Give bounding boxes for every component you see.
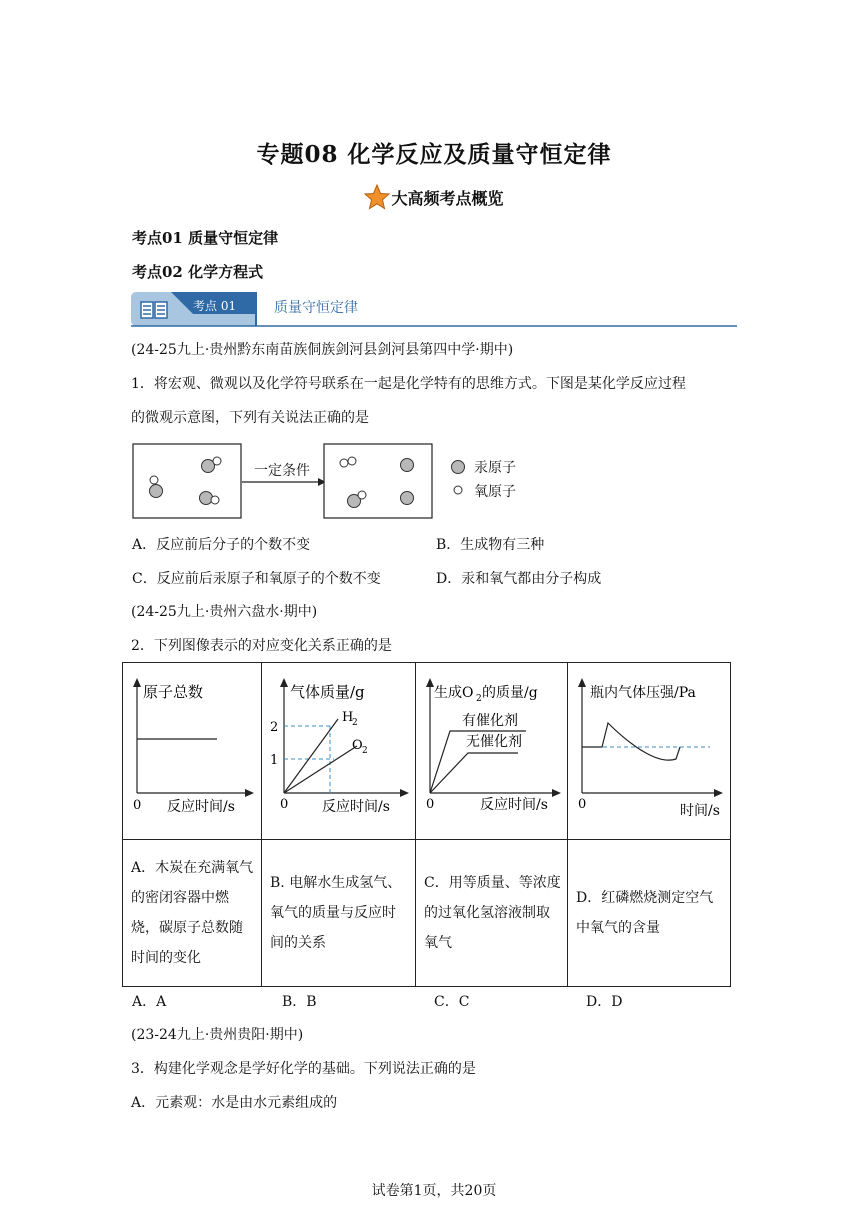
graph-c-cell (416, 663, 568, 840)
graph-a-cell (123, 663, 262, 840)
q2-option-a: A．A (132, 994, 167, 1010)
caption-a: A．木炭在充满氧气的密闭容器中燃烧，碳原子总数随时间的变化 (123, 840, 262, 987)
svg-text:时间/s: 时间/s (680, 803, 720, 819)
svg-text:0: 0 (280, 797, 289, 812)
svg-text:汞原子: 汞原子 (474, 460, 516, 476)
svg-text:1: 1 (270, 753, 279, 768)
overview-text: 大高频考点概览 (391, 189, 504, 208)
banner-tag: 考点 01 (193, 299, 237, 313)
q1-stem-2: 的微观示意图，下列有关说法正确的是 (131, 410, 369, 426)
svg-text:0: 0 (578, 797, 587, 812)
q3-source: (23-24九上·贵州贵阳·期中) (131, 1027, 304, 1043)
svg-text:的质量/g: 的质量/g (482, 685, 538, 701)
q1-option-c: C．反应前后汞原子和氧原子的个数不变 (132, 571, 381, 587)
caption-d: D．红磷燃烧测定空气中氧气的含量 (568, 840, 731, 987)
q2-option-d: D．D (586, 994, 623, 1010)
graph-d (568, 663, 730, 835)
graph-b (262, 663, 415, 835)
svg-text:无催化剂: 无催化剂 (466, 734, 522, 750)
q1-option-a: A．反应前后分子的个数不变 (132, 537, 311, 553)
svg-text:瓶内气体压强/Pa: 瓶内气体压强/Pa (590, 685, 696, 701)
svg-text:原子总数: 原子总数 (143, 683, 204, 701)
svg-text:氧原子: 氧原子 (474, 484, 516, 500)
graph-b-cell (262, 663, 416, 840)
q2-option-b: B．B (282, 994, 317, 1010)
svg-text:反应时间/s: 反应时间/s (480, 797, 548, 813)
q1-source: (24-25九上·贵州黔东南苗族侗族剑河县剑河县第四中学·期中) (131, 342, 514, 358)
svg-text:2: 2 (352, 718, 358, 728)
svg-text:反应时间/s: 反应时间/s (167, 799, 235, 815)
svg-text:H: H (342, 710, 354, 725)
q2-option-c: C．C (434, 994, 470, 1010)
section-banner (131, 292, 737, 328)
kaodian-1: 考点01 质量守恒定律 (132, 229, 279, 247)
q2-source: (24-25九上·贵州六盘水·期中) (131, 604, 318, 620)
svg-text:0: 0 (426, 797, 435, 812)
svg-text:2: 2 (270, 720, 279, 735)
graph-d-cell (568, 663, 731, 840)
page-title: 专题08 化学反应及质量守恒定律 (256, 141, 612, 168)
q1-micro-diagram (132, 442, 532, 520)
q2-table (122, 662, 731, 987)
q1-arrow-label: 一定条件 (254, 463, 310, 479)
banner-label: 质量守恒定律 (274, 300, 358, 316)
svg-text:2: 2 (476, 694, 482, 704)
kaodian-2: 考点02 化学方程式 (132, 263, 264, 281)
svg-text:O: O (352, 738, 363, 753)
star-icon (364, 184, 390, 210)
page-footer: 试卷第1页，共20页 (371, 1183, 497, 1199)
q3-stem: 3．构建化学观念是学好化学的基础。下列说法正确的是 (131, 1061, 476, 1077)
q2-stem: 2．下列图像表示的对应变化关系正确的是 (131, 638, 392, 654)
q1-option-b: B．生成物有三种 (436, 537, 545, 553)
svg-text:反应时间/s: 反应时间/s (322, 799, 390, 815)
caption-b: B. 电解水生成氢气、氧气的质量与反应时间的关系 (262, 840, 416, 987)
caption-c: C．用等质量、等浓度的过氧化氢溶液制取氧气 (416, 840, 568, 987)
q1-option-d: D．汞和氧气都由分子构成 (436, 571, 602, 587)
graph-c (416, 663, 567, 835)
q1-stem-1: 1．将宏观、微观以及化学符号联系在一起是化学特有的思维方式。下图是某化学反应过程 (131, 376, 686, 392)
svg-text:0: 0 (133, 798, 142, 813)
q3-option-a: A．元素观：水是由水元素组成的 (131, 1095, 338, 1111)
svg-text:生成O: 生成O (434, 685, 474, 701)
svg-text:2: 2 (362, 746, 368, 756)
svg-text:有催化剂: 有催化剂 (462, 713, 518, 729)
graph-a (123, 663, 261, 835)
overview-heading (0, 184, 868, 210)
svg-text:气体质量/g: 气体质量/g (290, 683, 365, 701)
